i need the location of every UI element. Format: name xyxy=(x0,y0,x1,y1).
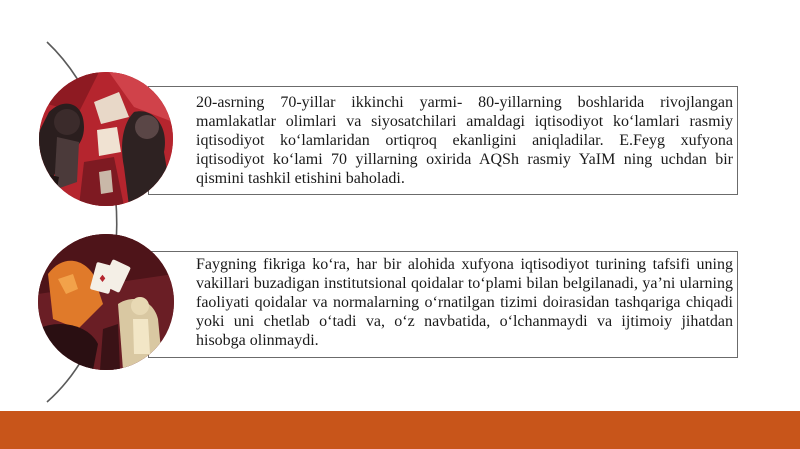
svg-text:♦: ♦ xyxy=(98,274,107,285)
shadowy-figures-image xyxy=(39,72,173,206)
paragraph-1: 20-asrning 70-yillar ikkinchi yarmi- 80-yillarning boshlarida rivojlangan mamlakatlar olimlari va siyosatchilari amaldagi iqtisodiyot ko‘lamlari rasmiy iqtisodiyot ko‘lamlaridan ortiqroq ekanligini aniqladilar. E.Feyg xufyona iqtisodiyot ko‘lami 70 yillarning oxirida AQSh rasmiy YaIM ning uchdan bir qismini tashkil etishini baholadi. xyxy=(196,94,733,187)
hand-with-cards-image xyxy=(38,234,174,370)
bottom-accent-bar xyxy=(0,411,800,449)
text-box-1 xyxy=(148,86,738,195)
text-box-2 xyxy=(148,251,738,358)
illustration-circle-2 xyxy=(38,234,174,370)
paragraph-2: Faygning fikriga ko‘ra, har bir alohida xufyona iqtisodiyot turining tafsifi uning vakillari buzadigan institutsional qoidalar to‘plami bilan belgilanadi, ya’ni ularning faoliyati qoidalar va normalarning o‘rnatilgan tizimi doirasidan tashqariga chiqadi yoki uni chetlab o‘tadi va, o‘z navbatida, o‘lchanmaydi va ijtimoiy jihatdan hisobga olinmaydi. xyxy=(196,256,733,349)
illustration-circle-1 xyxy=(39,72,173,206)
